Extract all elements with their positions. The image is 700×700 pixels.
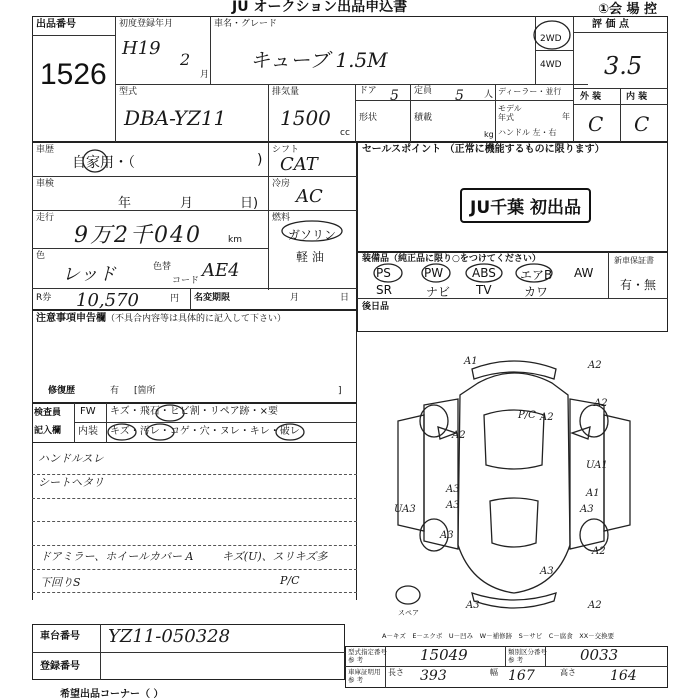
exterior-label: 外 装 (580, 92, 602, 102)
displacement-unit: cc (340, 128, 350, 138)
model-year-label: モデル年式 (498, 104, 522, 122)
displacement-label: 排気量 (272, 87, 300, 97)
comment-6: P/C (280, 574, 300, 587)
equip-abs[interactable]: ABS (472, 266, 496, 280)
fuel-label: 燃料 (272, 213, 291, 223)
type-designation-label: 型式指定番号 参 考 (348, 648, 387, 664)
warranty-value: 有・無 (620, 278, 657, 292)
comment-3: ドアミラー、ホイールカバー A (40, 550, 194, 563)
car-name-label: 車名・グレード (214, 19, 278, 29)
equip-tv[interactable]: TV (476, 283, 492, 297)
damage-mark-4: A2 (540, 412, 554, 423)
inspector-circle-marks (104, 402, 324, 444)
damage-mark-15: A3 (540, 566, 554, 577)
shift-label: シフト (272, 145, 300, 155)
fuel-circle-mark (280, 218, 346, 244)
displacement-value: 1500 (280, 106, 331, 130)
equip-airbag[interactable]: エアB (520, 268, 553, 282)
equipment-label: 装備品（純正品に限り○をつけてください） (362, 254, 541, 264)
recycle-unit: 円 (170, 294, 180, 304)
damage-mark-7: UA1 (586, 460, 608, 471)
damage-mark-17: A3 (466, 600, 480, 611)
shape-label: 形状 (359, 113, 378, 123)
color-value: レッド (62, 264, 116, 285)
footer-corner: 希望出品コーナー（ ） (60, 689, 164, 700)
comment-2: シートヘタリ (38, 476, 104, 489)
damage-mark-14: A2 (592, 546, 606, 557)
name-change-day: 日 (340, 293, 350, 303)
doors-label: ドア (359, 86, 377, 96)
name-change-month: 月 (290, 293, 300, 303)
capacity-label: 定員 (414, 86, 433, 96)
chassis-value: YZ11-050328 (108, 626, 231, 647)
damage-mark-6: P/C (518, 410, 536, 421)
damage-mark-10: A3 (446, 500, 460, 511)
model-year-unit: 年 (562, 112, 570, 121)
sales-point-label: セールスポイント （正常に機能するものに限ります） (362, 144, 605, 155)
doors-value: 5 (390, 88, 399, 104)
capacity-unit: 人 (484, 90, 494, 100)
fuel-gasoline[interactable]: ガソリン (288, 228, 337, 242)
cert-length: 393 (420, 668, 447, 684)
sales-point-stamp: JU千葉 初出品 (460, 188, 591, 223)
fuel-diesel[interactable]: 軽 油 (296, 250, 324, 264)
dealer-label: ディーラー・並行 (498, 87, 562, 96)
history-label: 車歴 (36, 145, 55, 155)
damage-mark-16: A2 (588, 600, 602, 611)
color-label: 色 (36, 251, 46, 261)
model-value: DBA-YZ11 (124, 106, 227, 130)
inspection-year-unit: 年 (118, 196, 132, 211)
car-damage-diagram (360, 335, 668, 625)
repair-place: [箇所 (134, 386, 156, 396)
ac-value: AC (296, 186, 323, 207)
cert-height: 164 (610, 668, 637, 684)
load-label: 積載 (414, 113, 433, 123)
ac-label: 冷房 (272, 179, 291, 189)
name-change-label: 名変期限 (194, 293, 231, 303)
comment-1: ハンドルスレ (38, 452, 104, 465)
mileage-value: 9万2千040 (74, 223, 202, 248)
grade-label: 評 価 点 (592, 19, 629, 30)
color-change-label: 色替 (153, 262, 172, 272)
kg-unit: kg (484, 130, 494, 139)
repair-label: 修復歴 (48, 386, 76, 396)
cert-length-label: 長さ (388, 668, 404, 677)
damage-mark-5: A2 (452, 430, 466, 441)
capacity-value: 5 (455, 88, 464, 104)
inspector-line1: キズ・飛石・ヒビ割・リペア跡・×要 (110, 406, 278, 417)
comment-5: 下回りS (40, 576, 81, 589)
inspector-naiso: 内装 (78, 426, 98, 437)
registration-year: H19 (122, 38, 161, 59)
model-label: 型式 (119, 87, 138, 97)
registration-label: 初度登録年月 (119, 19, 174, 29)
damage-mark-1: A1 (464, 356, 478, 367)
damage-mark-2: A2 (588, 360, 602, 371)
color-code: AE4 (202, 260, 240, 281)
history-value: 自家用・（ (72, 155, 135, 171)
equip-ps[interactable]: PS (376, 266, 391, 280)
month-unit: 月 (200, 70, 210, 80)
inspection-label: 車検 (36, 179, 55, 189)
exterior-grade: C (588, 112, 604, 136)
header-title: JU オークション出品申込書 (232, 0, 408, 15)
damage-mark-11: UA3 (394, 504, 416, 515)
equip-sr[interactable]: SR (376, 283, 392, 297)
history-circle-mark (80, 146, 112, 176)
recycle-value: 10,570 (76, 290, 139, 311)
damage-legend: A－キズ E－エクボ U－凹み W－補修跡 S－サビ C－腐食 XX－交換要 (382, 632, 615, 640)
grade-value: 3.5 (604, 52, 643, 80)
registration-number-label: 登録番号 (40, 661, 80, 672)
cert-height-label: 高さ (560, 668, 576, 677)
inspector-entry-label: 記入欄 (34, 426, 62, 436)
drive-4wd[interactable]: 4WD (540, 60, 562, 70)
color-code-label: コード (172, 276, 200, 286)
comment-4: キズ(U)、スリキズ多 (222, 550, 328, 563)
damage-mark-13: A3 (440, 530, 454, 541)
drive-circle-mark (530, 14, 576, 54)
cert-width-label: 幅 (490, 668, 498, 677)
inspection-day-unit: 日) (240, 196, 259, 211)
after-items-label: 後日品 (362, 302, 390, 312)
repair-value: 有 (110, 386, 120, 396)
equip-leather[interactable]: カワ (524, 285, 549, 299)
damage-mark-3: A2 (594, 398, 608, 409)
handle-label: ハンドル 左・右 (498, 128, 557, 137)
venue-copy-label: ①会 場 控 (598, 2, 658, 17)
inspection-month-unit: 月 (180, 196, 194, 211)
class-number-label: 類別区分番号 参 考 (508, 648, 547, 664)
recycle-label: R券 (36, 293, 52, 303)
car-name-value: キューブ 1.5M (250, 48, 388, 72)
inspector-line2: キズ・汚レ・コゲ・穴・ヌレ・キレ・破レ (110, 426, 300, 437)
mileage-label: 走行 (36, 213, 55, 223)
lot-number-value: 1526 (40, 58, 107, 91)
warranty-label: 新車保証書 (614, 256, 654, 265)
shift-value: CAT (280, 154, 318, 175)
equip-navi[interactable]: ナビ (426, 285, 451, 299)
interior-grade: C (634, 112, 650, 136)
damage-mark-12: A3 (580, 504, 594, 515)
lot-number-label: 出品番号 (36, 19, 76, 30)
type-designation-value: 15049 (420, 646, 468, 664)
damage-mark-8: A1 (586, 488, 600, 499)
chassis-label: 車台番号 (40, 631, 80, 642)
damage-mark-9: A3 (446, 484, 460, 495)
registration-month: 2 (180, 50, 191, 69)
mileage-unit: km (228, 235, 242, 245)
drive-2wd[interactable]: 2WD (540, 34, 562, 44)
spare-label: スペア (398, 609, 419, 617)
equip-pw[interactable]: PW (424, 266, 444, 280)
cert-width: 167 (508, 668, 535, 684)
inspector-label: 検査員 (34, 408, 62, 418)
notes-label: 注意事項申告欄（不具合内容等は具体的に記入して下さい） (36, 313, 287, 324)
cert-label: 車庫証明用 参 考 (348, 668, 381, 684)
equip-aw[interactable]: AW (574, 266, 594, 280)
equipment-circle-marks (364, 262, 564, 284)
inspector-fw: FW (80, 406, 96, 417)
class-number-value: 0033 (580, 646, 619, 664)
interior-label: 内 装 (626, 92, 648, 102)
